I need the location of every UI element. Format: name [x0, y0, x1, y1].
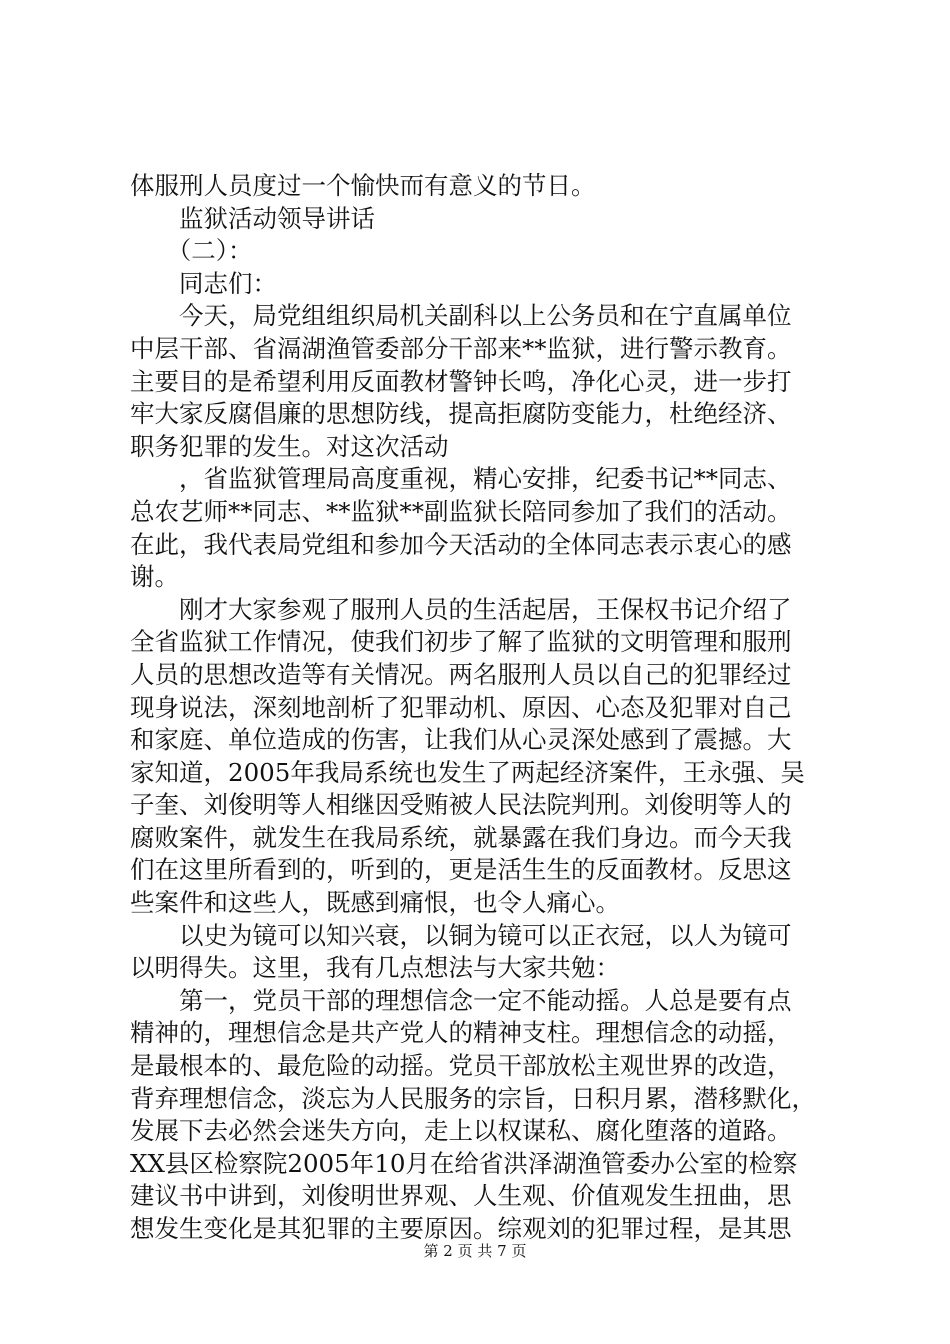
text-line: 人员的思想改造等有关情况。两名服刑人员以自己的犯罪经过 — [130, 659, 792, 689]
text-line: 子奎、刘俊明等人相继因受贿被人民法院判刑。刘俊明等人的 — [130, 790, 792, 820]
salutation: 同志们： — [130, 268, 277, 298]
text-line: 以明得失。这里，我有几点想法与大家共勉： — [130, 953, 620, 983]
section-number: （二）： — [130, 236, 253, 266]
text-line: 想发生变化是其犯罪的主要原因。综观刘的犯罪过程，是其思 — [130, 1214, 792, 1243]
text-line: 全省监狱工作情况，使我们初步了解了监狱的文明管理和服刑 — [130, 627, 792, 657]
text-line: 家知道，2005年我局系统也发生了两起经济案件，王永强、吴 — [130, 757, 805, 787]
section-title: 监狱活动领导讲话 — [130, 203, 375, 233]
text-line: 和家庭、单位造成的伤害，让我们从心灵深处感到了震撼。大 — [130, 725, 792, 755]
text-line: 职务犯罪的发生。对这次活动 — [130, 431, 449, 461]
text-line: ，省监狱管理局高度重视，精心安排，纪委书记**同志、 — [130, 464, 792, 494]
text-line: 第一，党员干部的理想信念一定不能动摇。人总是要有点 — [130, 985, 792, 1015]
page-footer — [0, 1241, 950, 1261]
text-line: 发展下去必然会迷失方向，走上以权谋私、腐化堕落的道路。 — [130, 1116, 792, 1146]
text-line: 今天，局党组组织局机关副科以上公务员和在宁直属单位 — [130, 301, 792, 331]
text-line: 总农艺师**同志、**监狱**副监狱长陪同参加了我们的活动。 — [130, 496, 792, 526]
text-line: 主要目的是希望利用反面教材警钟长鸣，净化心灵，进一步打 — [130, 366, 792, 396]
page-number: 第 2 页 共 7 页 — [423, 1242, 527, 1260]
text-line: 精神的，理想信念是共产党人的精神支柱。理想信念的动摇， — [130, 1018, 792, 1048]
text-line: 刚才大家参观了服刑人员的生活起居，王保权书记介绍了 — [130, 594, 792, 624]
text-line: 在此，我代表局党组和参加今天活动的全体同志表示衷心的感 — [130, 529, 792, 559]
text-line: 体服刑人员度过一个愉快而有意义的节日。 — [130, 171, 596, 200]
text-line: 腐败案件，就发生在我局系统，就暴露在我们身边。而今天我 — [130, 822, 792, 852]
text-line: XX县区检察院2005年10月在给省洪泽湖渔管委办公室的检察 — [130, 1148, 798, 1178]
text-line: 背弃理想信念，淡忘为人民服务的宗旨，日积月累，潜移默化， — [130, 1083, 816, 1113]
text-line: 谢。 — [130, 562, 179, 592]
text-line: 牢大家反腐倡廉的思想防线，提高拒腐防变能力，杜绝经济、 — [130, 399, 792, 429]
text-line: 是最根本的、最危险的动摇。党员干部放松主观世界的改造， — [130, 1051, 792, 1081]
text-line: 建议书中讲到，刘俊明世界观、人生观、价值观发生扭曲，思 — [130, 1181, 792, 1211]
text-line: 中层干部、省滆湖渔管委部分干部来**监狱，进行警示教育。 — [130, 333, 792, 363]
text-line: 些案件和这些人，既感到痛恨，也令人痛心。 — [130, 888, 620, 918]
body-text — [130, 170, 840, 1246]
text-line: 现身说法，深刻地剖析了犯罪动机、原因、心态及犯罪对自己 — [130, 692, 792, 722]
text-line: 以史为镜可以知兴衰，以铜为镜可以正衣冠，以人为镜可 — [130, 920, 792, 950]
text-line: 们在这里所看到的，听到的，更是活生生的反面教材。反思这 — [130, 855, 792, 885]
